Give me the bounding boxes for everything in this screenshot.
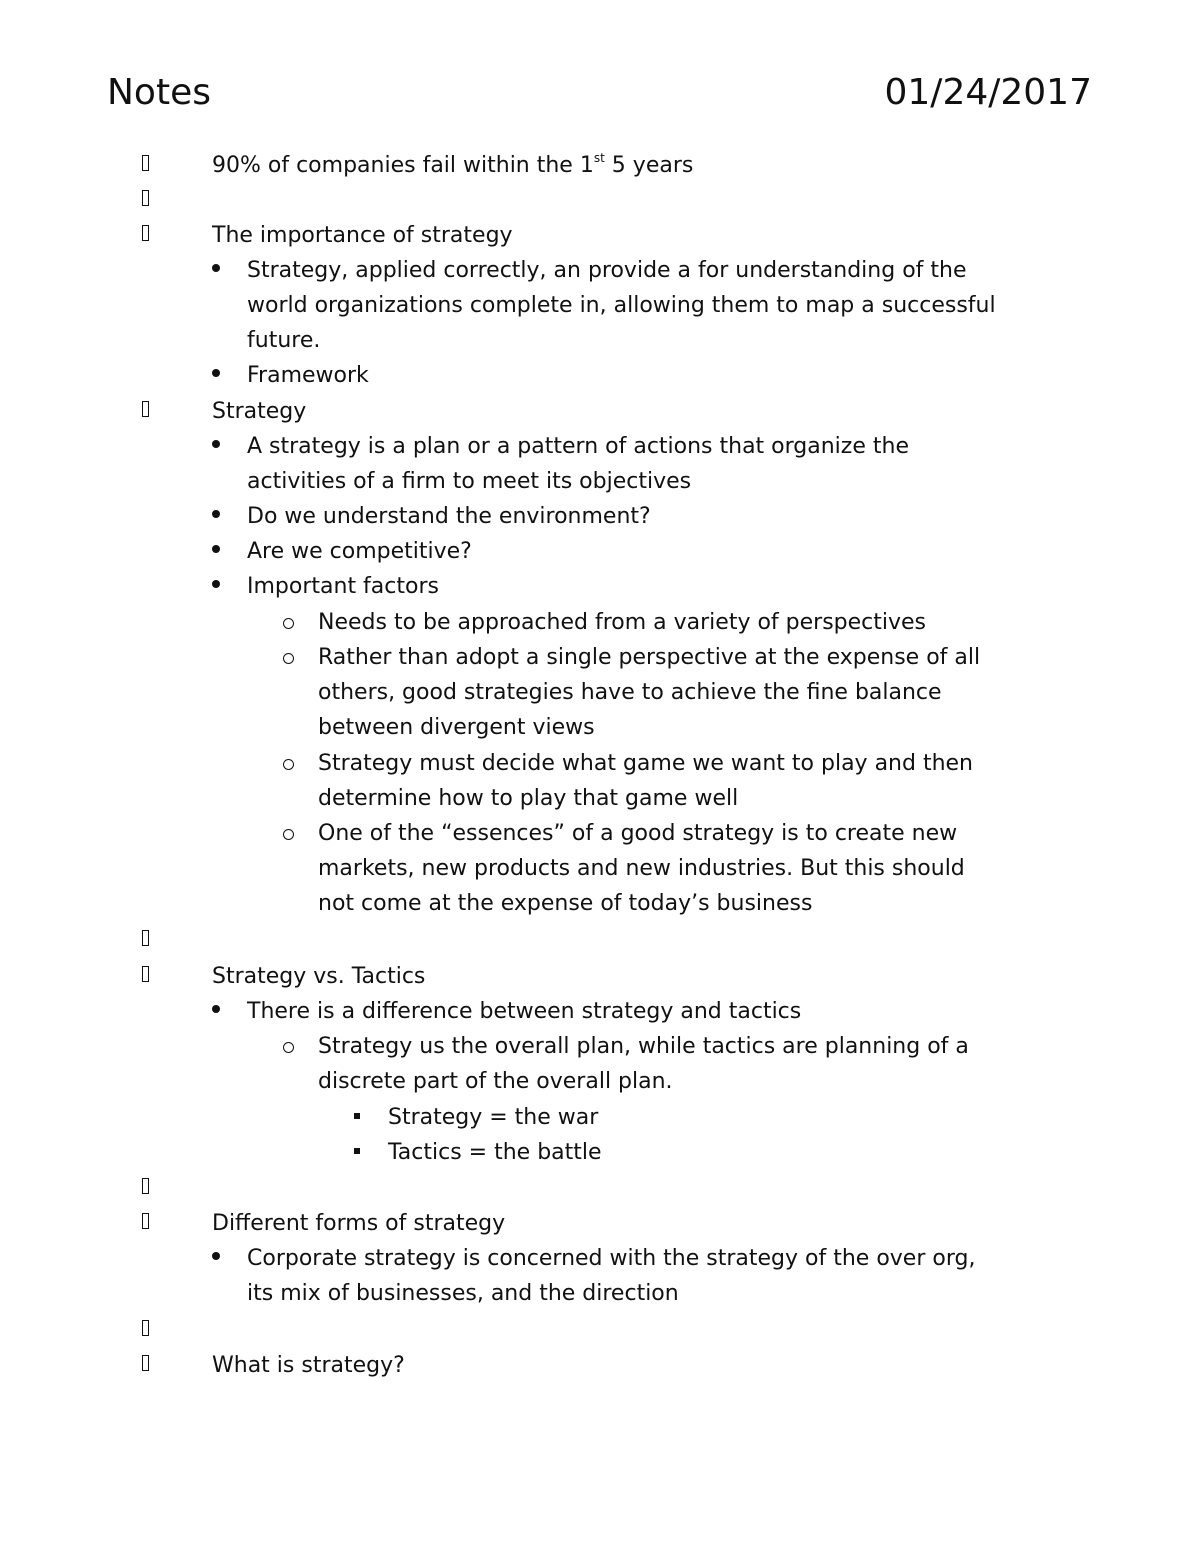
sub-bullet-icon [283,1042,294,1053]
box-marker-icon [142,155,149,171]
sub-bullet-icon [283,829,294,840]
bullet-icon [212,369,220,377]
bullet-icon [212,440,220,448]
sub-bullet-icon [283,653,294,664]
sub-sub-list-item: Tactics = the battle [388,1140,602,1165]
page-date: 01/24/2017 [884,72,1092,113]
sub-list-item-continuation: others, good strategies have to achieve the fine balance [318,680,942,705]
sub-list-item-continuation: discrete part of the overall plan. [318,1069,673,1094]
list-item: Important factors [247,574,439,599]
bullet-icon [212,264,220,272]
sub-list-item: Rather than adopt a single perspective at the expense of all [318,645,981,670]
box-marker-icon [142,225,149,241]
box-marker-icon [142,1213,149,1229]
bullet-icon [212,545,220,553]
sub-list-item: Strategy must decide what game we want to play and then [318,751,973,776]
box-marker-icon [142,1355,149,1371]
sub-list-item: Strategy us the overall plan, while tactics are planning of a [318,1034,969,1059]
sub-bullet-icon [283,759,294,770]
box-marker-icon [142,966,149,982]
sub-list-item-continuation: markets, new products and new industries. But this should [318,856,965,881]
sub-list-item-continuation: between divergent views [318,715,595,740]
list-item-continuation: future. [247,328,321,353]
sub-list-item: Needs to be approached from a variety of perspectives [318,610,927,635]
box-marker-icon [142,190,149,206]
forms-heading: Different forms of strategy [212,1211,506,1236]
list-item-continuation: world organizations complete in, allowing them to map a successful [247,293,996,318]
tactics-heading: Strategy vs. Tactics [212,964,426,989]
bullet-icon [212,510,220,518]
list-item-continuation: its mix of businesses, and the direction [247,1281,679,1306]
list-item: Do we understand the environment? [247,504,651,529]
list-item-continuation: activities of a firm to meet its objectives [247,469,692,494]
importance-heading: The importance of strategy [212,223,513,248]
box-marker-icon [142,930,149,946]
sub-sub-list-item: Strategy = the war [388,1105,599,1130]
strategy-heading: Strategy [212,399,307,424]
box-marker-icon [142,1320,149,1336]
list-item: Strategy, applied correctly, an provide a for understanding of the [247,258,967,283]
square-bullet-icon [354,1148,360,1154]
list-item: Corporate strategy is concerned with the strategy of the over org, [247,1246,976,1271]
square-bullet-icon [354,1113,360,1119]
fail-rate-note: 90% of companies fail within the 1st 5 years [212,151,694,178]
list-item: Are we competitive? [247,539,472,564]
list-item: A strategy is a plan or a pattern of actions that organize the [247,434,909,459]
bullet-icon [212,1005,220,1013]
sub-list-item-continuation: determine how to play that game well [318,786,739,811]
sub-list-item: One of the “essences” of a good strategy is to create new [318,821,958,846]
sub-list-item-continuation: not come at the expense of today’s business [318,891,813,916]
list-item: Framework [247,363,369,388]
page-title: Notes [107,72,211,113]
sub-bullet-icon [283,618,294,629]
list-item: There is a difference between strategy and tactics [247,999,802,1024]
box-marker-icon [142,1178,149,1194]
bullet-icon [212,1252,220,1260]
what-heading: What is strategy? [212,1353,405,1378]
bullet-icon [212,580,220,588]
box-marker-icon [142,401,149,417]
